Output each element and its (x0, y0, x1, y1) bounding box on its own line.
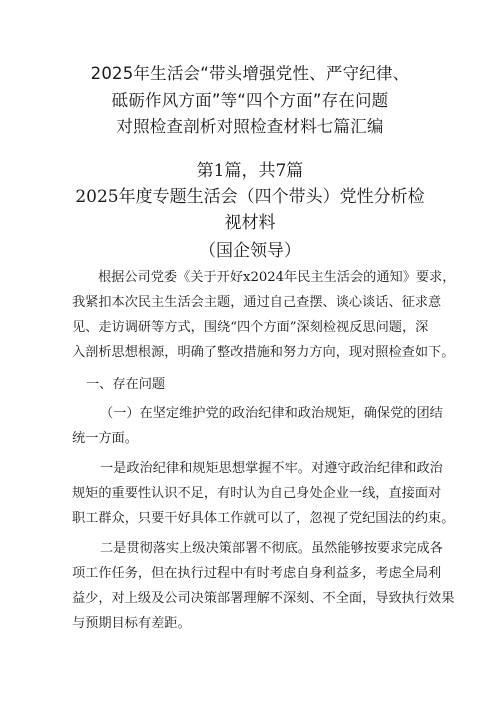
subsection-line-1: （一）在坚定维护党的政治纪律和政治规矩，确保党的团结 (100, 406, 443, 421)
point2-line-1: 二是贯彻落实上级决策部署不彻底。虽然能够按要求完成各 (100, 541, 443, 556)
document-title-line-3: 对照检查剖析对照检查材料七篇汇编 (116, 117, 384, 136)
intro-line-1: 根据公司党委《关于开好x2024年民主生活会的通知》要求， (98, 270, 456, 285)
point2-line-3: 益少，对上级及公司决策部署理解不深刻、不全面，导致执行效果 (72, 591, 455, 606)
point2-line-2: 项工作任务，但在执行过程中有时考虑自身利益多，考虑全局利 (72, 566, 442, 581)
point1-line-2: 规矩的重要性认识不足，有时认为自己身处企业一线，直接面对 (72, 486, 442, 501)
subsection-line-2: 统一方面。 (72, 431, 138, 446)
point2-line-4: 与预期目标有差距。 (72, 616, 191, 631)
intro-line-2: 我紧扣本次民主生活会主题，通过自己查摆、谈心谈话、征求意 (72, 295, 442, 310)
subtitle-line-1: 2025年度专题生活会（四个带头）党性分析检 (75, 187, 425, 207)
document-title-line-2: 砥砺作风方面”等“四个方面”存在问题 (111, 91, 389, 110)
subtitle-line-2: 视材料 (224, 213, 276, 233)
intro-line-3: 见、走访调研等方式，围绕“四个方面”深刻检视反思问题，深 (72, 320, 429, 335)
document-title-line-1: 2025年生活会“带头增强党性、严守纪律、 (90, 64, 410, 83)
part-label: 第1篇，共7篇 (196, 161, 304, 181)
point1-line-1: 一是政治纪律和规矩思想掌握不牢。对遵守政治纪律和政治 (100, 461, 443, 476)
point1-line-3: 职工群众，只要干好具体工作就可以了，忽视了党纪国法的约束。 (72, 511, 455, 526)
intro-line-4: 入剖析思想根源，明确了整改措施和努力方向，现对照检查如下。 (72, 345, 455, 360)
section-heading: 一、存在问题 (86, 377, 166, 392)
author-note: （国企领导） (199, 241, 301, 261)
